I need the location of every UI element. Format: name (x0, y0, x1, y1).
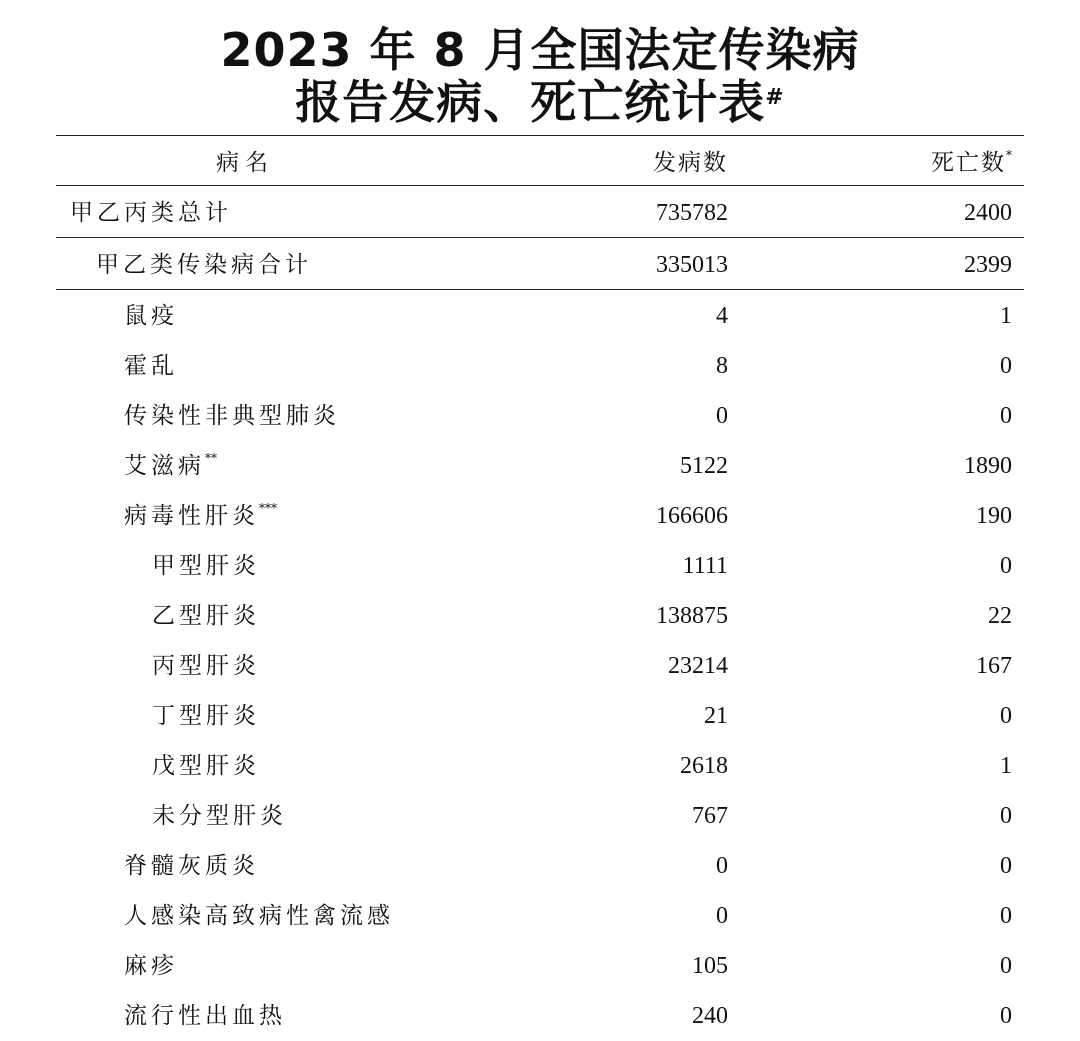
row-cases: 21 (704, 703, 728, 729)
header-cases: 发病数 (653, 150, 728, 176)
row-cases: 8 (716, 353, 728, 379)
row-cases: 23214 (668, 653, 728, 679)
title-line-1: 2023 年 8 月全国法定传染病 (220, 23, 860, 77)
row-deaths: 190 (976, 503, 1012, 529)
row-cases: 0 (716, 903, 728, 929)
row-deaths: 0 (1000, 703, 1012, 729)
row-name-wrap (124, 491, 277, 541)
row-name: 甲乙类传染病合计 (96, 252, 312, 278)
title-line-2 (0, 76, 1080, 128)
row-cases: 5122 (680, 453, 728, 479)
row-name: 流行性出血热 (124, 1003, 286, 1029)
row-deaths: 0 (1000, 803, 1012, 829)
row-name: 人感染高致病性禽流感 (124, 903, 394, 929)
row-cases: 0 (716, 853, 728, 879)
row-name: 脊髓灰质炎 (124, 853, 259, 879)
row-deaths: 167 (976, 653, 1012, 679)
subtotal-bottom-rule (56, 289, 1024, 290)
row-cases: 1111 (682, 553, 728, 579)
row-name: 霍乱 (124, 353, 178, 379)
table-row (56, 541, 1024, 591)
row-deaths: 0 (1000, 953, 1012, 979)
row-deaths: 0 (1000, 553, 1012, 579)
table-row (56, 188, 1024, 238)
table-top-rule (56, 135, 1024, 136)
table-row (56, 991, 1024, 1041)
table-row (56, 841, 1024, 891)
row-deaths: 0 (1000, 353, 1012, 379)
table-row (56, 391, 1024, 441)
total-bottom-rule (56, 237, 1024, 238)
row-name: 甲乙丙类总计 (70, 200, 232, 226)
table-row (56, 641, 1024, 691)
row-name: 丙型肝炎 (152, 653, 260, 679)
table-row (56, 891, 1024, 941)
row-deaths: 0 (1000, 1003, 1012, 1029)
table-row (56, 291, 1024, 341)
row-name: 戊型肝炎 (152, 753, 260, 779)
row-cases: 0 (716, 403, 728, 429)
row-footnote-mark: ** (205, 451, 217, 465)
table-row (56, 691, 1024, 741)
header-bottom-rule (56, 185, 1024, 186)
row-deaths: 1 (1000, 753, 1012, 779)
table-row (56, 591, 1024, 641)
row-name: 甲型肝炎 (152, 553, 260, 579)
row-deaths: 0 (1000, 903, 1012, 929)
row-cases: 4 (716, 303, 728, 329)
row-deaths: 1890 (964, 453, 1012, 479)
row-name: 病毒性肝炎 (124, 503, 259, 529)
row-cases: 767 (692, 803, 728, 829)
row-name: 未分型肝炎 (152, 803, 287, 829)
row-name: 麻疹 (124, 953, 178, 979)
header-disease-name: 病名 (216, 150, 274, 176)
row-deaths: 0 (1000, 853, 1012, 879)
header-deaths-text: 死亡数 (931, 150, 1006, 176)
table-row (56, 341, 1024, 391)
table-row (56, 441, 1024, 491)
row-name: 丁型肝炎 (152, 703, 260, 729)
row-deaths: 0 (1000, 403, 1012, 429)
row-deaths: 2400 (964, 200, 1012, 226)
row-cases: 2618 (680, 753, 728, 779)
title-line-2-text: 报告发病、死亡统计表 (295, 75, 766, 129)
row-deaths: 22 (988, 603, 1012, 629)
row-deaths: 1 (1000, 303, 1012, 329)
row-cases: 105 (692, 953, 728, 979)
row-deaths: 2399 (964, 252, 1012, 278)
table-row (56, 240, 1024, 290)
header-deaths (931, 138, 1012, 188)
table-header-row (56, 138, 1024, 188)
title-footnote-mark: # (765, 85, 785, 110)
row-cases: 735782 (656, 200, 728, 226)
row-name-wrap (124, 441, 217, 491)
row-name: 乙型肝炎 (152, 603, 260, 629)
row-footnote-mark: *** (259, 501, 277, 515)
table-row (56, 791, 1024, 841)
row-cases: 335013 (656, 252, 728, 278)
row-cases: 240 (692, 1003, 728, 1029)
table-row (56, 491, 1024, 541)
header-deaths-mark: * (1006, 148, 1012, 162)
row-cases: 166606 (656, 503, 728, 529)
page-title (0, 24, 1080, 128)
row-name: 鼠疫 (124, 303, 178, 329)
table-row (56, 741, 1024, 791)
row-cases: 138875 (656, 603, 728, 629)
row-name: 传染性非典型肺炎 (124, 403, 340, 429)
row-name: 艾滋病 (124, 453, 205, 479)
table-row (56, 941, 1024, 991)
